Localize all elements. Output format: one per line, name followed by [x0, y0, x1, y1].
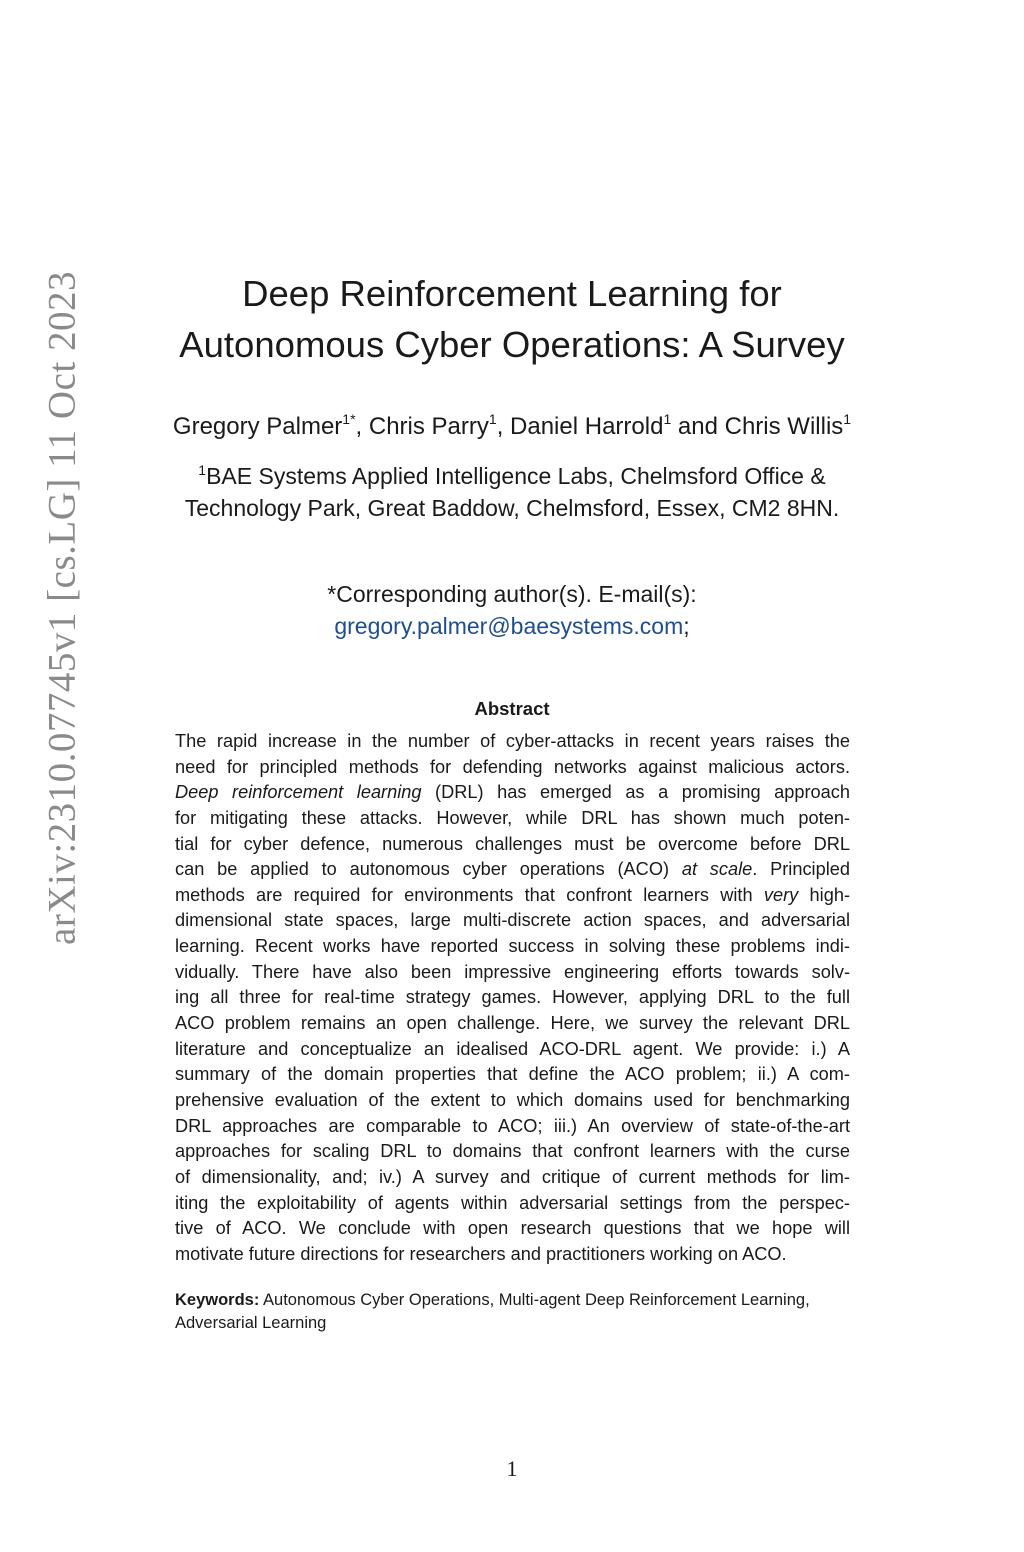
- paper-title: [0, 268, 1024, 370]
- abstract-line: methods are required for environments that confront learners with very high-: [175, 884, 850, 905]
- abstract-line: motivate future directions for researchers and practitioners working on ACO.: [175, 1243, 787, 1264]
- keywords-text: Autonomous Cyber Operations, Multi-agent Deep Reinforcement Learning, Adversarial Learning: [175, 1291, 810, 1332]
- keywords-label: Keywords:: [175, 1291, 260, 1309]
- affiliation-line-1: BAE Systems Applied Intelligence Labs, Chelmsford Office &: [206, 463, 826, 489]
- abstract-line: summary of the domain properties that define the ACO problem; ii.) A com-: [175, 1064, 850, 1085]
- abstract-line: ing all three for real-time strategy games. However, applying DRL to the full: [175, 987, 850, 1008]
- affiliation-mark: 1: [198, 462, 207, 478]
- abstract-line: dimensional state spaces, large multi-discrete action spaces, and adversarial: [175, 910, 850, 931]
- keywords: [175, 1289, 850, 1335]
- author-affiliation-mark: 1: [843, 411, 852, 427]
- abstract-line: ACO problem remains an open challenge. Here, we survey the relevant DRL: [175, 1013, 850, 1034]
- affiliation-line-2: Technology Park, Great Baddow, Chelmsford, Essex, CM2 8HN.: [184, 495, 840, 521]
- abstract-line: tive of ACO. We conclude with open research questions that we hope will: [175, 1218, 850, 1239]
- corresponding-author: [0, 578, 1024, 642]
- author-affiliation-mark: 1*: [342, 411, 356, 427]
- abstract-line: learning. Recent works have reported success in solving these problems indi-: [175, 936, 850, 957]
- abstract-line: literature and conceptualize an idealised ACO-DRL agent. We provide: i.) A: [175, 1038, 850, 1059]
- abstract-line: vidually. There have also been impressive engineering efforts towards solv-: [175, 961, 850, 982]
- author-list: [0, 407, 1024, 447]
- abstract-line: prehensive evaluation of the extent to which domains used for benchmarking: [175, 1089, 850, 1110]
- corresponding-label: *Corresponding author(s). E-mail(s):: [327, 581, 697, 607]
- abstract-line: approaches for scaling DRL to domains that confront learners with the curse: [175, 1141, 850, 1162]
- email-link[interactable]: gregory.palmer@baesystems.com: [334, 613, 684, 639]
- abstract-line: tial for cyber defence, numerous challenges must be overcome before DRL: [175, 833, 850, 854]
- abstract-emphasis: very: [763, 884, 799, 905]
- author-separator: ,: [496, 413, 511, 440]
- arxiv-identifier-stamp: arXiv:2310.07745v1 [cs.LG] 11 Oct 2023: [40, 271, 84, 945]
- abstract-line: Deep reinforcement learning (DRL) has emerged as a promising approach: [175, 782, 850, 803]
- abstract-heading: Abstract: [474, 698, 550, 719]
- email-trailing-punct: ;: [683, 613, 690, 639]
- author-affiliation-mark: 1: [663, 411, 672, 427]
- author-name: Chris Willis: [724, 413, 844, 440]
- abstract-line: need for principled methods for defending networks against malicious actors.: [175, 756, 850, 777]
- page-number: 1: [506, 1456, 518, 1481]
- abstract-line: for mitigating these attacks. However, while DRL has shown much poten-: [175, 807, 850, 828]
- author-separator: and: [671, 413, 725, 440]
- abstract-body: [175, 729, 850, 1267]
- abstract-line: iting the exploitability of agents within adversarial settings from the perspec-: [175, 1192, 850, 1213]
- abstract-line: The rapid increase in the number of cyber-attacks in recent years raises the: [175, 731, 850, 751]
- abstract-emphasis: at scale: [681, 859, 753, 880]
- title-line-2: Autonomous Cyber Operations: A Survey: [179, 324, 845, 365]
- abstract-emphasis: Deep reinforcement learning: [175, 782, 422, 803]
- affiliation: [0, 460, 1024, 524]
- author-separator: ,: [355, 413, 369, 440]
- author-name: Gregory Palmer: [172, 413, 343, 440]
- author-name: Chris Parry: [368, 413, 489, 440]
- title-line-1: Deep Reinforcement Learning for: [242, 273, 782, 314]
- abstract-line: DRL approaches are comparable to ACO; iii.) An overview of state-of-the-art: [175, 1115, 850, 1136]
- abstract-line: can be applied to autonomous cyber operations (ACO) at scale. Principled: [175, 859, 850, 880]
- author-affiliation-mark: 1: [488, 411, 497, 427]
- author-name: Daniel Harrold: [510, 413, 664, 440]
- abstract-line: of dimensionality, and; iv.) A survey and critique of current methods for lim-: [175, 1166, 850, 1187]
